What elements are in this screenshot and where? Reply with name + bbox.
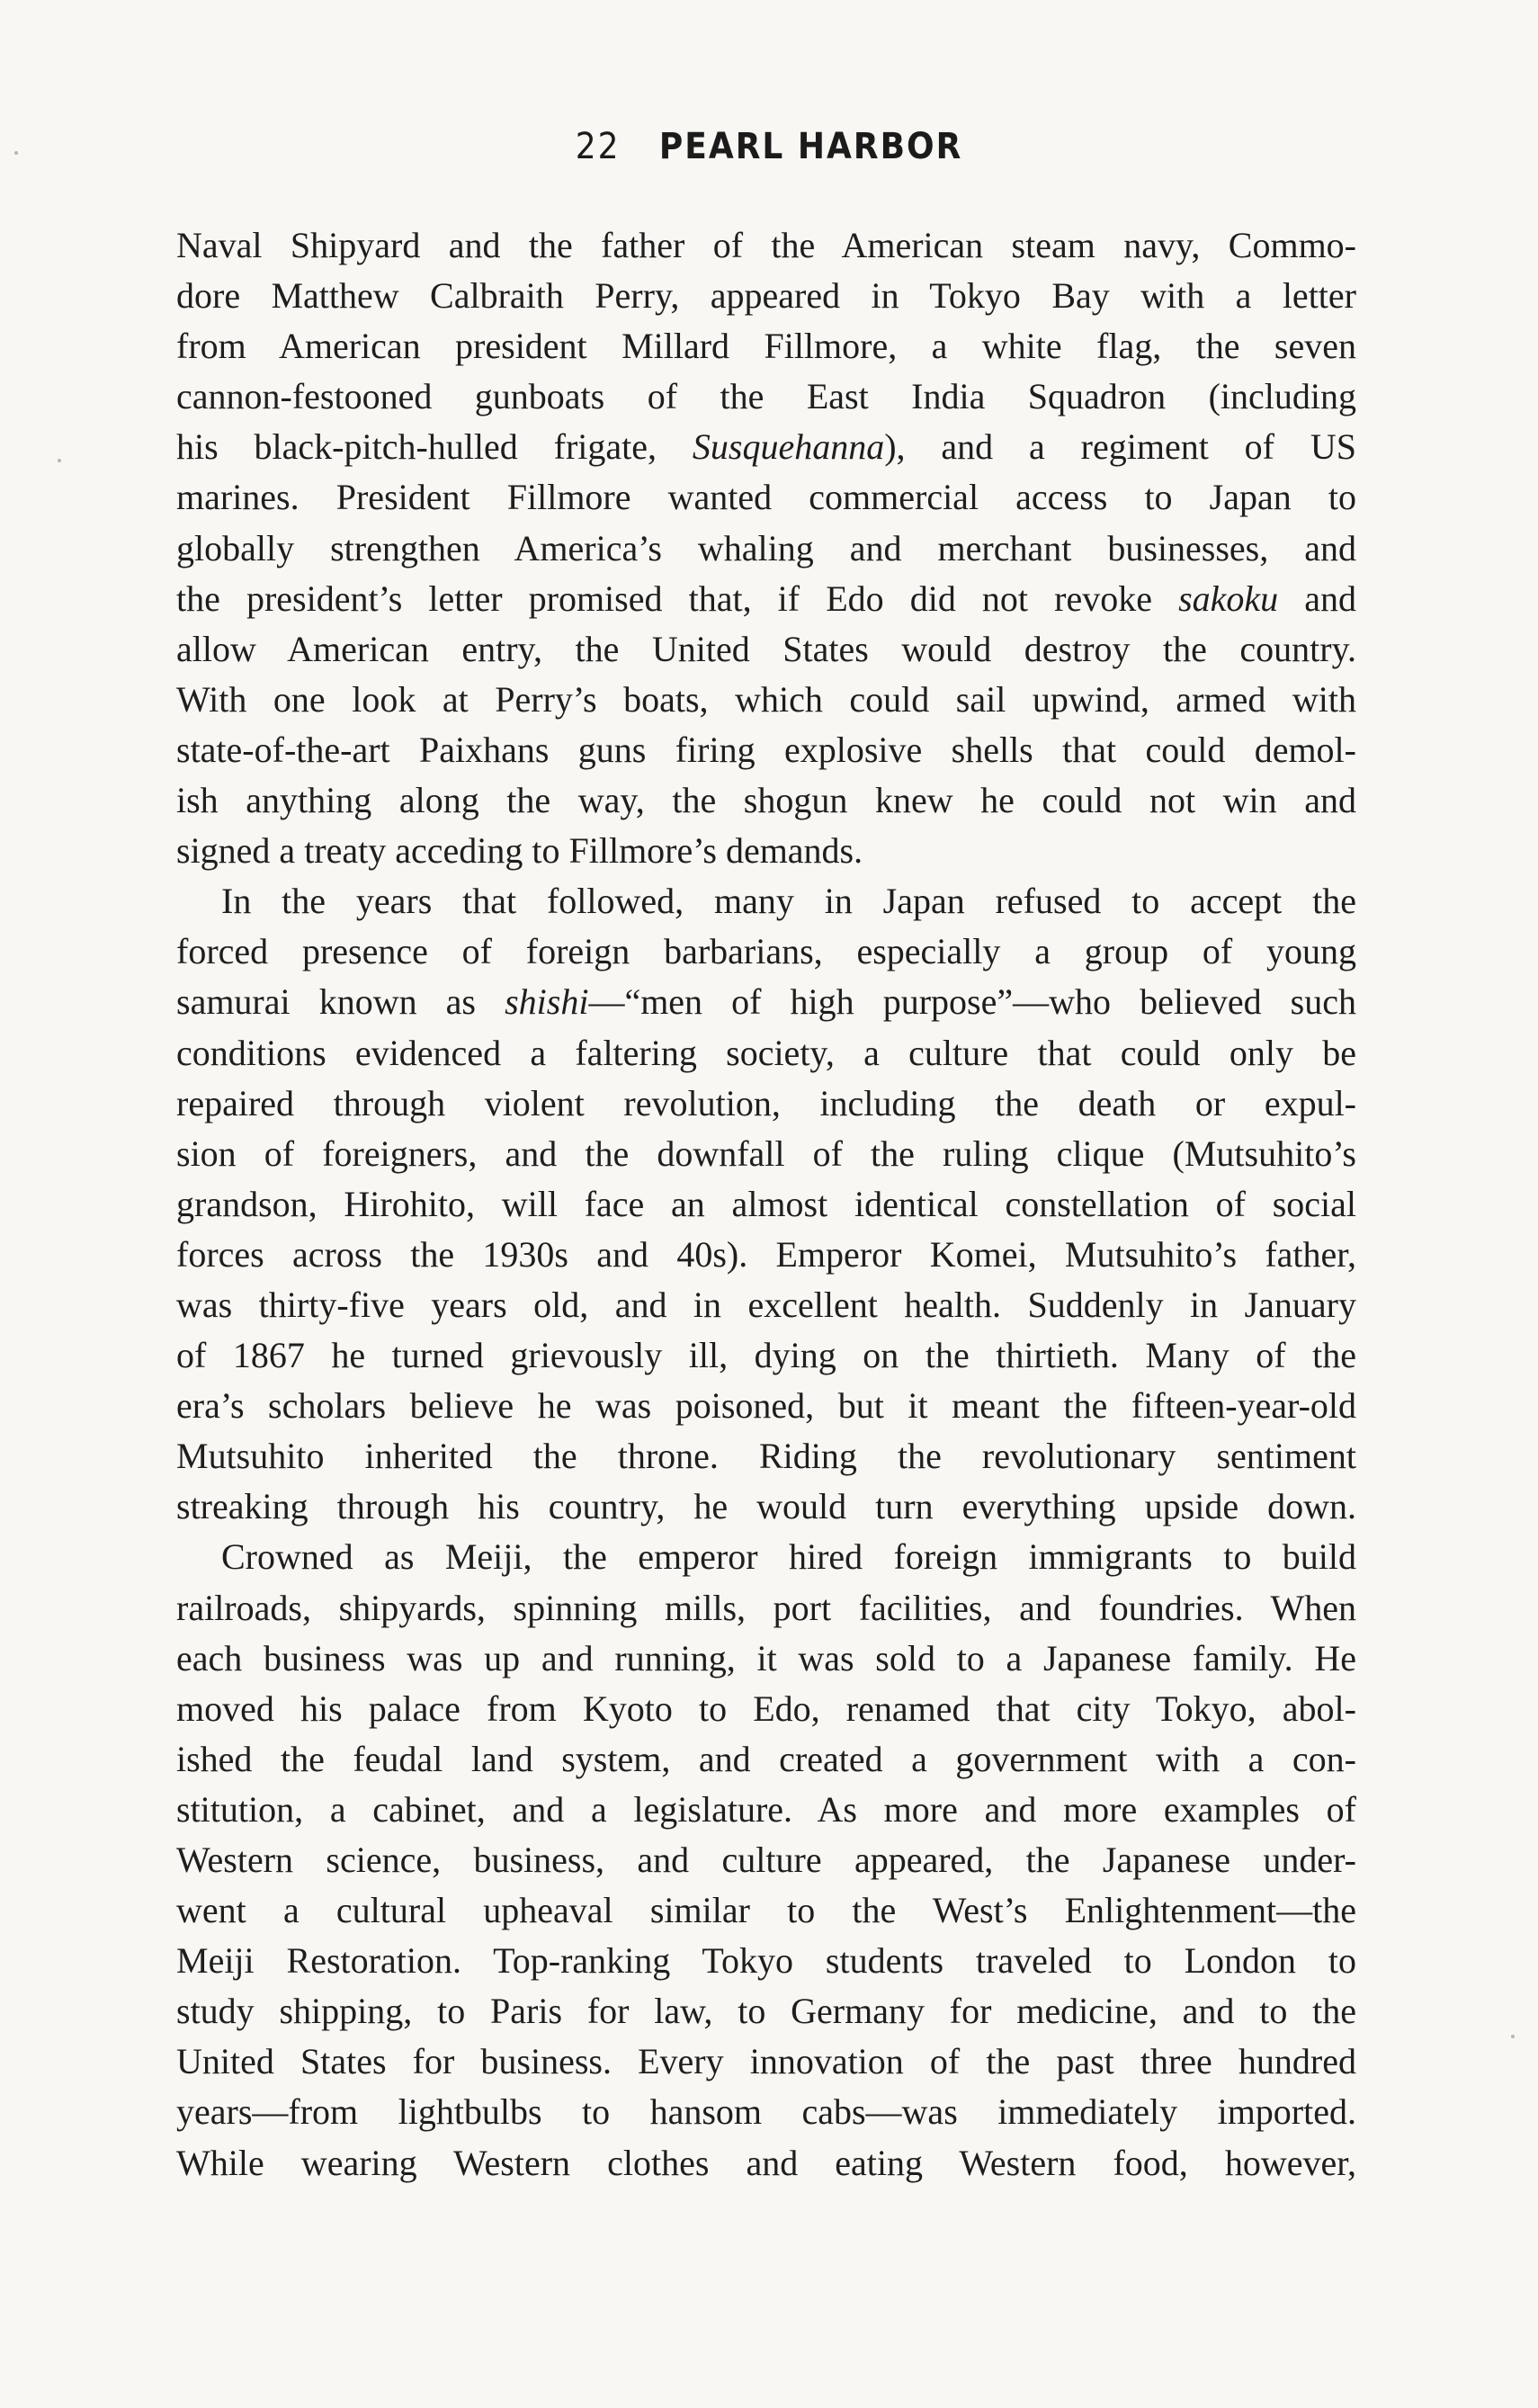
text-line: forced presence of foreign barbarians, especially a group of young [176, 931, 1356, 972]
text-line: railroads, shipyards, spinning mills, port facilities, and foundries. When [176, 1587, 1356, 1628]
text-line: forces across the 1930s and 40s). Emperor Komei, Mutsuhito’s father, [176, 1233, 1356, 1275]
text-line: conditions evidenced a faltering society, a culture that could only be [176, 1032, 1356, 1073]
text-line: from American president Millard Fillmore, a white flag, the seven [176, 326, 1356, 367]
text-line: streaking through his country, he would turn everything upside down. [176, 1486, 1356, 1527]
scan-speck [58, 459, 61, 462]
page-number: 22 [575, 126, 621, 167]
italic-term: sakoku [1178, 577, 1279, 619]
paragraph-first-line: In the years that followed, many in Japan refused to accept the [221, 881, 1356, 922]
text-line: moved his palace from Kyoto to Edo, renamed that city Tokyo, abol- [176, 1687, 1356, 1729]
text-line: While wearing Western clothes and eating Western food, however, [176, 2142, 1356, 2183]
text-line: dore Matthew Calbraith Perry, appeared in Tokyo Bay with a letter [176, 275, 1356, 317]
text-line: sion of foreigners, and the downfall of the ruling clique (Mutsuhito’s [176, 1132, 1356, 1174]
text-line: ish anything along the way, the shogun knew he could not win and [176, 780, 1356, 821]
text-line: Naval Shipyard and the father of the American steam navy, Commo- [176, 225, 1356, 265]
paragraph-end-line: signed a treaty acceding to Fillmore’s demands. [176, 830, 863, 872]
text-line: ished the feudal land system, and created a government with a con- [176, 1738, 1356, 1779]
text-line: repaired through violent revolution, including the death or expul- [176, 1082, 1356, 1123]
text-line: allow American entry, the United States would destroy the country. [176, 628, 1356, 669]
text-line: era’s scholars believe he was poisoned, but it meant the fifteen-year-old [176, 1385, 1356, 1427]
text-line: state-of-the-art Paixhans guns firing explosive shells that could demol- [176, 729, 1356, 770]
text-line: years—from lightbulbs to hansom cabs—was immediately imported. [176, 2091, 1356, 2133]
text-line: Mutsuhito inherited the throne. Riding the revolutionary sentiment [176, 1436, 1356, 1477]
text-line: marines. President Fillmore wanted commercial access to Japan to [176, 477, 1356, 518]
text-line: study shipping, to Paris for law, to Germany for medicine, and to the [176, 1991, 1356, 2032]
text-line: samurai known as shishi—“men of high purpose”—who believed such [176, 981, 1356, 1023]
text-line: stitution, a cabinet, and a legislature. As more and more examples of [176, 1788, 1356, 1830]
italic-term: shishi [505, 981, 589, 1023]
text-line: was thirty-five years old, and in excellent health. Suddenly in January [176, 1284, 1356, 1325]
text-line: his black-pitch-hulled frigate, Susquehanna), and a regiment of US [176, 426, 1356, 468]
text-line: grandson, Hirohito, will face an almost identical constellation of social [176, 1183, 1356, 1224]
text-line: went a cultural upheaval similar to the West’s Enlightenment—the [176, 1890, 1356, 1931]
scan-speck [1511, 2035, 1515, 2038]
paragraph-first-line: Crowned as Meiji, the emperor hired foreign immigrants to build [221, 1536, 1356, 1578]
running-head [0, 126, 1538, 167]
text-line: United States for business. Every innovation of the past three hundred [176, 2041, 1356, 2082]
text-line: the president’s letter promised that, if Edo did not revoke sakoku and [176, 577, 1356, 619]
italic-term: Susquehanna [692, 426, 885, 468]
text-line: globally strengthen America’s whaling and merchant businesses, and [176, 527, 1356, 568]
text-line: With one look at Perry’s boats, which could sail upwind, armed with [176, 678, 1356, 720]
text-line: Meiji Restoration. Top-ranking Tokyo students traveled to London to [176, 1940, 1356, 1982]
scan-speck [14, 151, 18, 155]
text-line: of 1867 he turned grievously ill, dying on the thirtieth. Many of the [176, 1335, 1356, 1376]
text-line: cannon-festooned gunboats of the East India Squadron (including [176, 376, 1356, 417]
book-title: PEARL HARBOR [658, 126, 963, 167]
body-text [176, 220, 1356, 2189]
text-line: each business was up and running, it was sold to a Japanese family. He [176, 1637, 1356, 1678]
text-line: Western science, business, and culture appeared, the Japanese under- [176, 1840, 1356, 1880]
